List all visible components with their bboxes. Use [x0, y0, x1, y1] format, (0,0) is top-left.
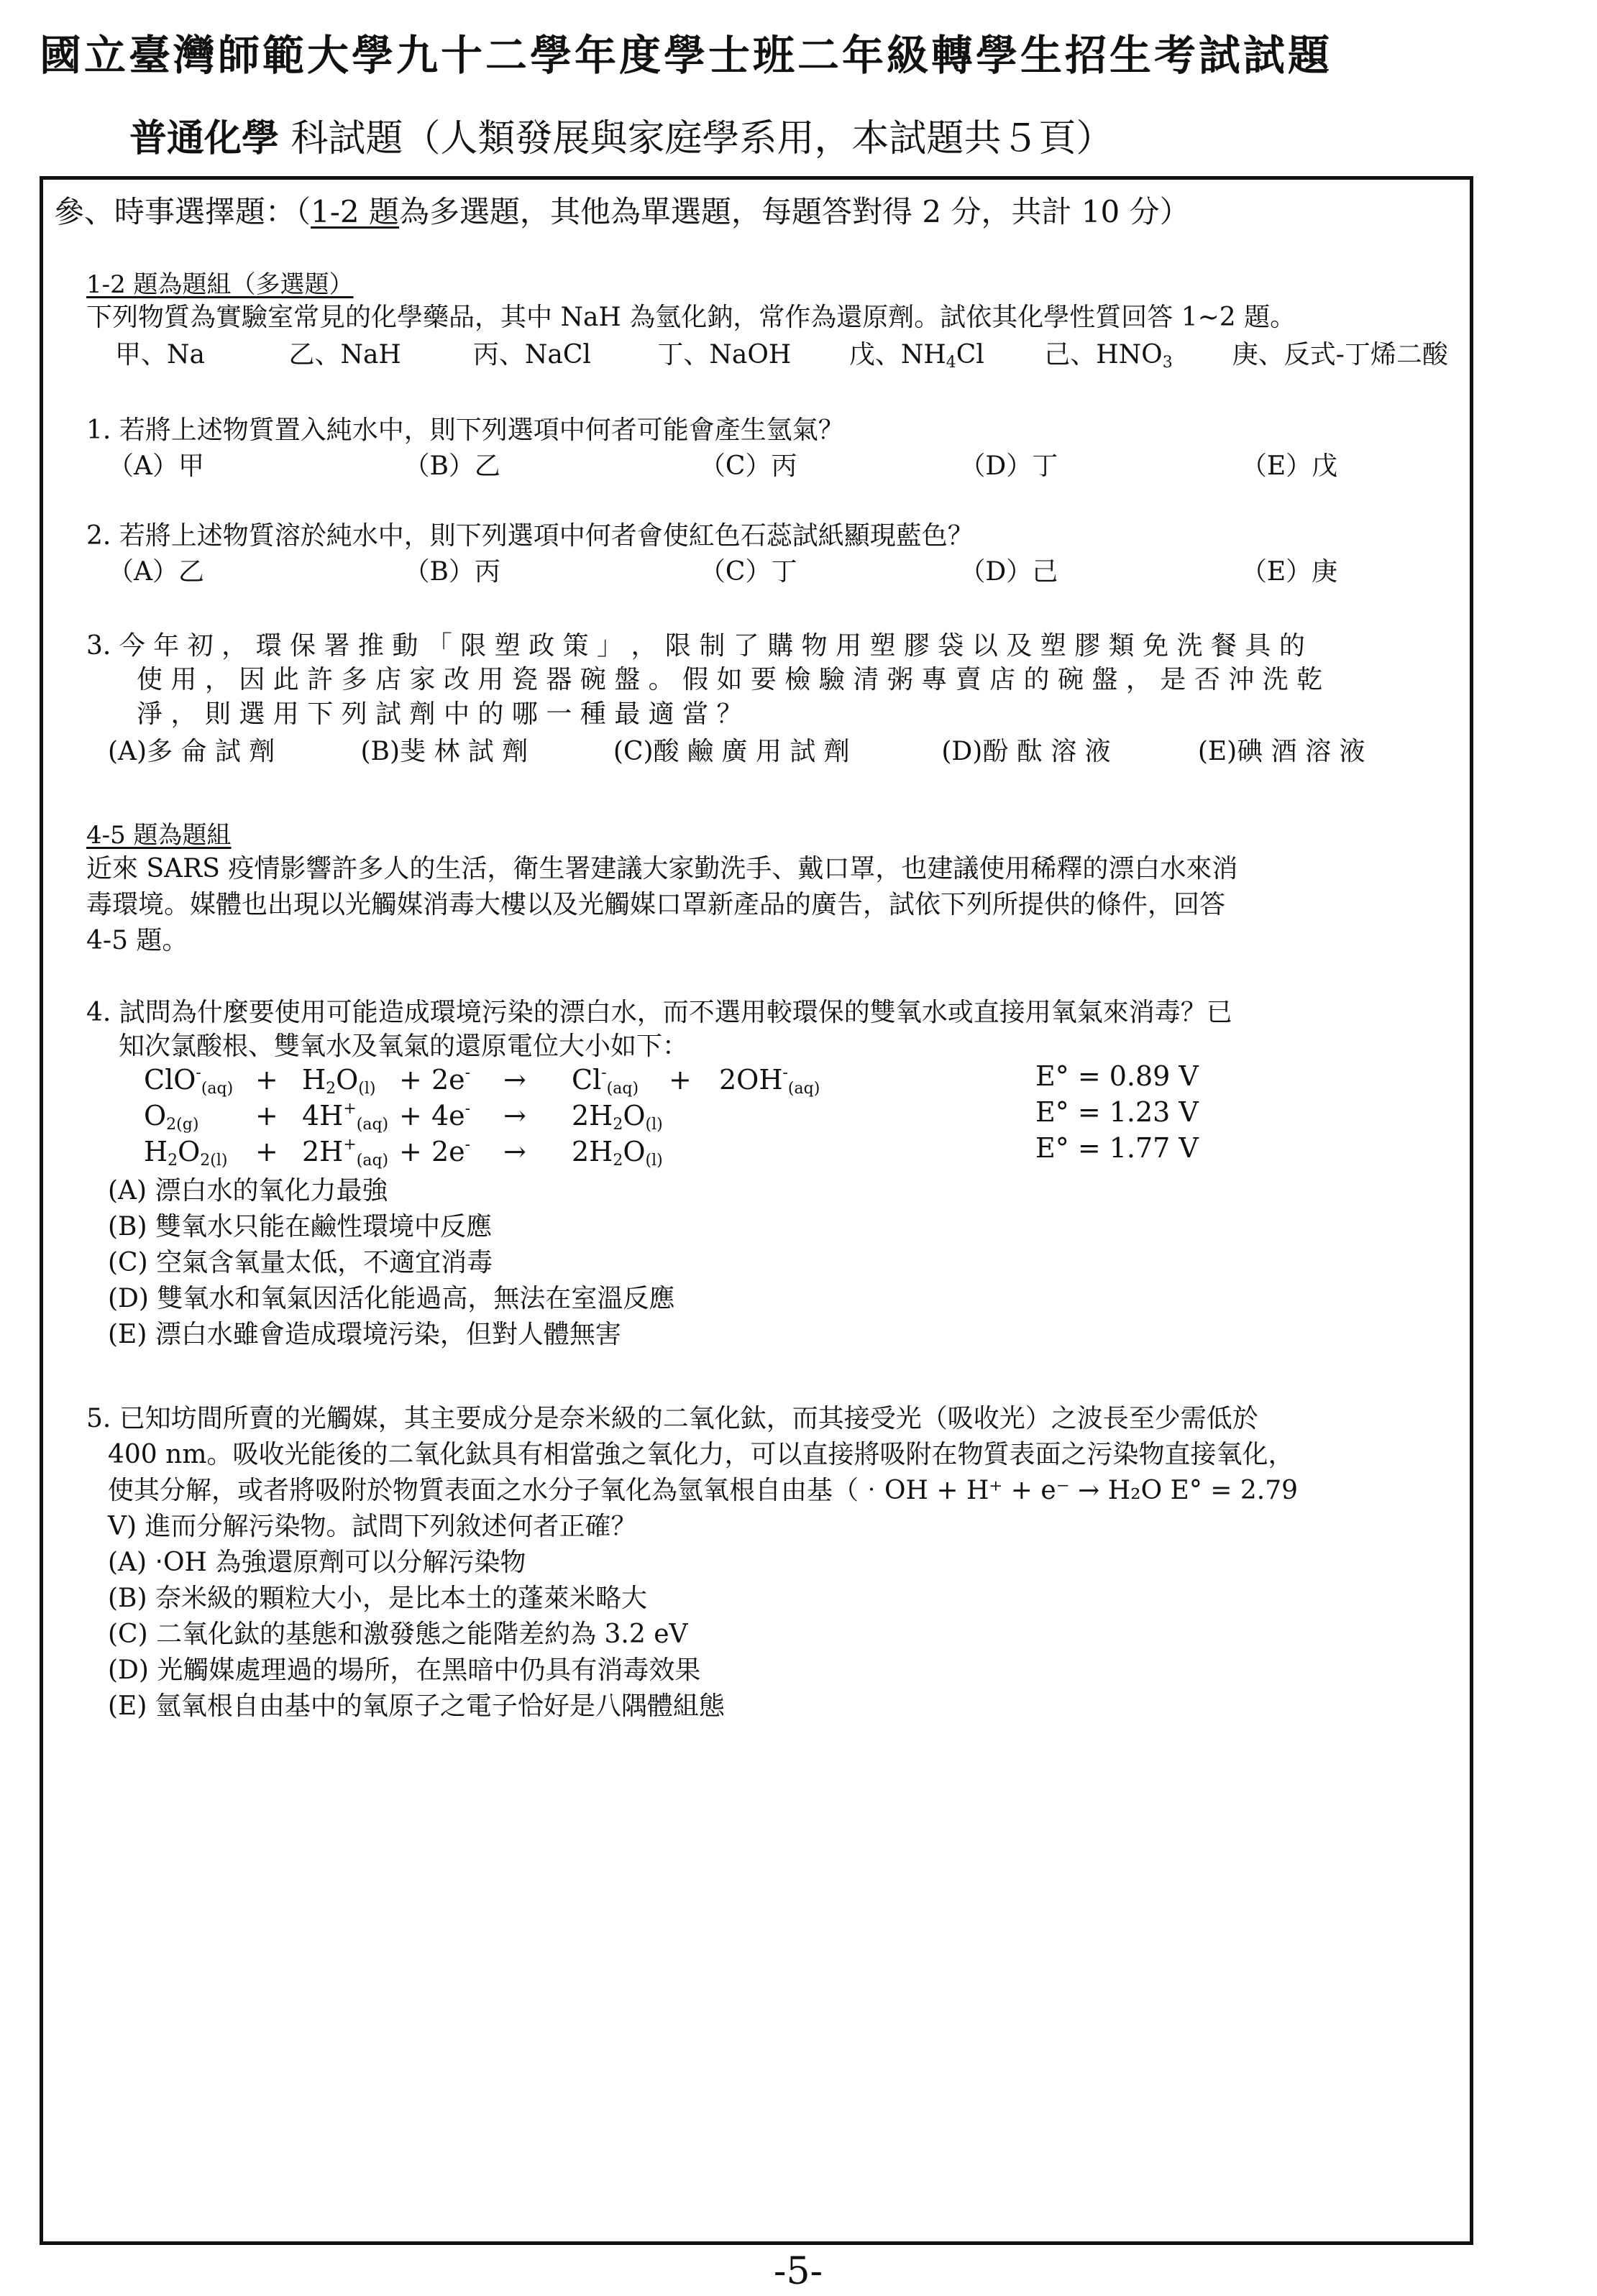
substance-d: 丁、NaOH [657, 340, 792, 369]
q3-option-b[interactable]: (B)斐 林 試 劑 [360, 737, 528, 766]
q4-option-d[interactable]: (D) 雙氧水和氧氣因活化能過高，無法在室溫反應 [108, 1284, 675, 1313]
q4-option-e[interactable]: (E) 漂白水雖會造成環境污染，但對人體無害 [108, 1320, 621, 1349]
q5-option-e[interactable]: (E) 氫氧根自由基中的氧原子之電子恰好是八隅體組態 [108, 1691, 725, 1721]
q4-line-2: 知次氯酸根、雙氧水及氧氣的還原電位大小如下： [119, 1032, 689, 1061]
group2-line-3: 4-5 題。 [86, 926, 188, 955]
q5-line-1: 5. 已知坊間所賣的光觸媒，其主要成分是奈米級的二氧化鈦，而其接受光（吸收光）之波長至少需低於 [86, 1404, 1258, 1433]
q5-option-a[interactable]: (A) ‧OH 為強還原劑可以分解污染物 [108, 1548, 526, 1577]
substance-a: 甲、Na [115, 340, 205, 369]
group1-label: 1-2 題為題組（多選題） [86, 270, 354, 299]
q3-option-e[interactable]: (E)碘 酒 溶 液 [1197, 737, 1365, 766]
q2-option-e[interactable]: （E）庚 [1240, 557, 1338, 587]
q5-line-2: 400 nm。吸收光能後的二氧化鈦具有相當強之氧化力，可以直接將吸附在物質表面之污染物直接氧化， [108, 1440, 1294, 1469]
q1-option-d[interactable]: （D）丁 [959, 451, 1058, 481]
section-heading: 參、時事選擇題：（1-2 題為多選題，其他為單選題，每題答對得 2 分，共計 10 分） [54, 194, 1190, 229]
q5-option-b[interactable]: (B) 奈米級的顆粒大小，是比本土的蓬萊米略大 [108, 1584, 647, 1613]
substance-c: 丙、NaCl [472, 340, 591, 369]
subject-name: 普通化學 [129, 116, 280, 160]
q3-line-3: 淨 ， 則 選 用 下 列 試 劑 中 的 哪 一 種 最 適 當 ？ [137, 699, 743, 729]
q1-options [108, 449, 1402, 484]
q3-line-1: 3. 今 年 初 ， 環 保 署 推 動 「 限 塑 政 策 」 ， 限 制 了 購 物 用 塑 膠 袋 以 及 塑 膠 類 免 洗 餐 具 的 [86, 631, 1305, 661]
q5-option-c[interactable]: (C) 二氧化鈦的基態和激發態之能階差約為 3.2 eV [108, 1620, 688, 1649]
q2-option-d[interactable]: （D）己 [959, 557, 1058, 587]
potential-1: E° = 0.89 V [1035, 1060, 1199, 1092]
exam-subtitle [129, 108, 1496, 162]
substance-e: 戊、$NH_4Cl$ [848, 340, 984, 372]
subtitle-rest: 科試題（人類發展與家庭學系用，本試題共５頁） [290, 117, 1114, 160]
q1-option-a[interactable]: （A）甲 [108, 451, 204, 481]
q2-option-c[interactable]: （C）丁 [699, 557, 797, 587]
q2-options [108, 555, 1402, 589]
q3-line-2: 使 用 ， 因 此 許 多 店 家 改 用 瓷 器 碗 盤 。 假 如 要 檢 驗 清 粥 專 賣 店 的 碗 盤 ， 是 否 沖 洗 乾 [137, 665, 1323, 694]
q3-options [108, 735, 1445, 769]
substance-b: 乙、NaH [288, 340, 401, 369]
group2-label: 4-5 題為題組 [86, 821, 232, 850]
q1-stem: 1. 若將上述物質置入純水中，則下列選項中何者可能會產生氫氣？ [86, 415, 844, 445]
q5-line-4: V) 進而分解污染物。試問下列敘述何者正確？ [108, 1512, 637, 1541]
q3-option-a[interactable]: (A)多 侖 試 劑 [108, 737, 275, 766]
q3-option-d[interactable]: (D)酚 酞 溶 液 [941, 737, 1111, 766]
q4-option-b[interactable]: (B) 雙氧水只能在鹼性環境中反應 [108, 1212, 492, 1241]
q2-option-b[interactable]: （B）丙 [403, 557, 500, 587]
exam-title: 國立臺灣師範大學九十二學年度學士班二年級轉學生招生考試試題 [40, 31, 1333, 80]
group2-line-2: 毒環境。媒體也出現以光觸媒消毒大樓以及光觸媒口罩新產品的廣告，試依下列所提供的條件，回答 [86, 890, 1226, 919]
group1-intro: 下列物質為實驗室常見的化學藥品，其中 NaH 為氫化鈉，常作為還原劑。試依其化學性質回答 1~2 題。 [86, 303, 1296, 332]
substance-f: 己、$HNO_3$ [1044, 340, 1173, 372]
q4-option-a[interactable]: (A) 漂白水的氧化力最強 [108, 1176, 388, 1206]
q4-option-c[interactable]: (C) 空氣含氧量太低，不適宜消毒 [108, 1248, 493, 1277]
q5-option-d[interactable]: (D) 光觸媒處理過的場所，在黑暗中仍具有消毒效果 [108, 1656, 701, 1685]
q1-option-b[interactable]: （B）乙 [403, 451, 500, 481]
potential-3: E° = 1.77 V [1035, 1132, 1199, 1164]
group2-line-1: 近來 SARS 疫情影響許多人的生活，衛生署建議大家勤洗手、戴口罩，也建議使用稀釋的漂白水來消 [86, 854, 1238, 883]
q2-option-a[interactable]: （A）乙 [108, 557, 204, 587]
q4-line-1: 4. 試問為什麼要使用可能造成環境污染的漂白水，而不選用較環保的雙氧水或直接用氧氣來消毒？已 [86, 998, 1232, 1027]
page-number: -5- [773, 2250, 823, 2293]
q1-option-c[interactable]: （C）丙 [699, 451, 797, 481]
q3-option-c[interactable]: (C)酸 鹼 廣 用 試 劑 [613, 737, 850, 766]
potential-2: E° = 1.23 V [1035, 1096, 1199, 1128]
section-range: 1-2 題 [311, 194, 400, 229]
q5-line-3: 使其分解，或者將吸附於物質表面之水分子氧化為氫氧根自由基（‧OH + H⁺ + e⁻ → H₂O E° = 2.79 [108, 1476, 1299, 1505]
q2-stem: 2. 若將上述物質溶於純水中，則下列選項中何者會使紅色石蕊試紙顯現藍色？ [86, 521, 974, 551]
q1-option-e[interactable]: （E）戊 [1240, 451, 1338, 481]
substance-g: 庚、反式-丁烯二酸 [1232, 340, 1448, 369]
substance-list [115, 338, 1452, 380]
